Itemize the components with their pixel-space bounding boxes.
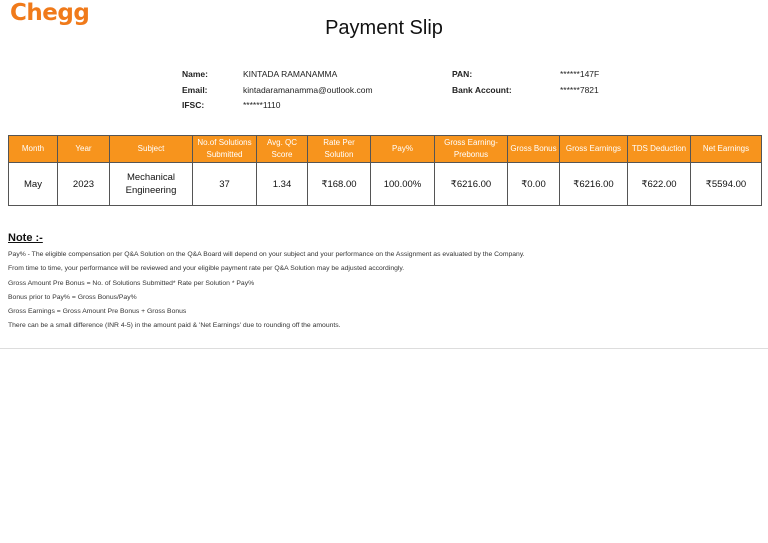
cell-gross-bonus: ₹0.00 [508, 163, 560, 206]
note-line: Bonus prior to Pay% = Gross Bonus/Pay% [8, 293, 137, 301]
cell-year: 2023 [58, 163, 110, 206]
name-value: KINTADA RAMANAMMA [243, 69, 338, 79]
cell-subject: Mechanical Engineering [110, 163, 193, 206]
header-solutions-submitted: No.of Solutions Submitted [193, 136, 257, 163]
table-header-row [9, 136, 762, 163]
header-gross-bonus: Gross Bonus [508, 136, 560, 163]
payment-table [8, 135, 762, 206]
header-avg-qc-score: Avg. QC Score [257, 136, 308, 163]
cell-solutions-submitted: 37 [193, 163, 257, 206]
cell-net-earnings: ₹5594.00 [691, 163, 762, 206]
note-section [8, 232, 748, 334]
bank-account-label: Bank Account: [452, 85, 512, 95]
note-line: From time to time, your performance will be reviewed and your eligible payment rate per Q&A Solution may be adjusted accordingly. [8, 265, 405, 273]
header-subject: Subject [110, 136, 193, 163]
cell-gross-earnings: ₹6216.00 [560, 163, 628, 206]
note-heading: Note :- [8, 232, 43, 244]
header-gross-earning-prebonus: Gross Earning-Prebonus [435, 136, 508, 163]
email-label: Email: [182, 85, 208, 95]
cell-tds-deduction: ₹622.00 [628, 163, 691, 206]
cell-rate-per-solution: ₹168.00 [308, 163, 371, 206]
email-value: kintadaramanamma@outlook.com [243, 85, 373, 95]
cell-month: May [9, 163, 58, 206]
header-rate-per-solution: Rate Per Solution [308, 136, 371, 163]
chegg-logo: Chegg [10, 0, 90, 26]
header-pay-percent: Pay% [371, 136, 435, 163]
note-line: Gross Earnings = Gross Amount Pre Bonus + Gross Bonus [8, 308, 187, 316]
note-line: There can be a small difference (INR 4-5) in the amount paid & 'Net Earnings' due to rounding off the amounts. [8, 322, 341, 330]
name-label: Name: [182, 69, 208, 79]
header-net-earnings: Net Earnings [691, 136, 762, 163]
header-gross-earnings: Gross Earnings [560, 136, 628, 163]
bank-account-value: ******7821 [560, 85, 599, 95]
cell-avg-qc-score: 1.34 [257, 163, 308, 206]
ifsc-value: ******1110 [243, 100, 281, 110]
header-year: Year [58, 136, 110, 163]
cell-gross-earning-prebonus: ₹6216.00 [435, 163, 508, 206]
pan-label: PAN: [452, 69, 473, 79]
divider [0, 348, 768, 349]
note-line: Gross Amount Pre Bonus = No. of Solutions Submitted* Rate per Solution * Pay% [8, 279, 255, 287]
header-month: Month [9, 136, 58, 163]
header-tds-deduction: TDS Deduction [628, 136, 691, 163]
table-row [9, 163, 762, 206]
note-line: Pay% - The eligible compensation per Q&A Solution on the Q&A Board will depend on your subject and your performance on the Assignment as evaluated by the Company. [8, 251, 525, 258]
page-title: Payment Slip [325, 17, 443, 39]
ifsc-label: IFSC: [182, 100, 205, 110]
cell-pay-percent: 100.00% [371, 163, 435, 206]
pan-value: ******147F [560, 69, 600, 79]
